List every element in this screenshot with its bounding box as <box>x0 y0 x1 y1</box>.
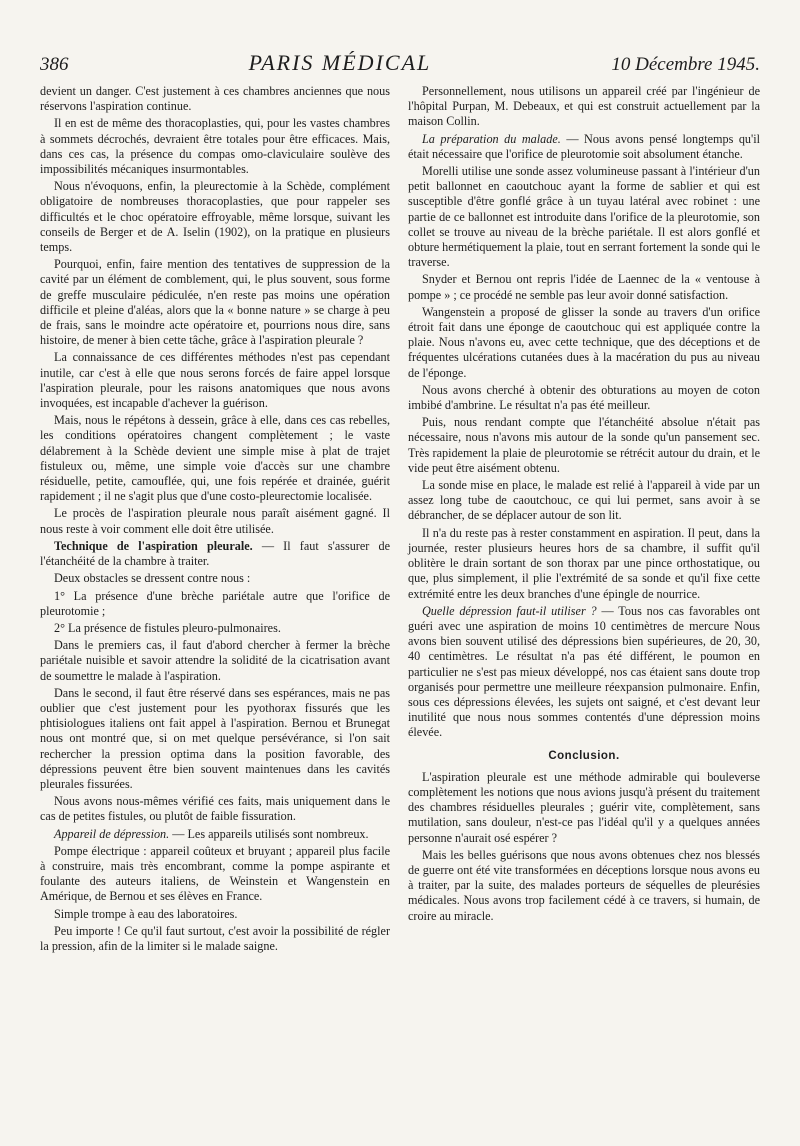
paragraph: Il en est de même des thoracoplasties, qui, pour les vastes chambres à sommets décrochés, devraient être totales pour être efficaces. Mais, dans ces cas, la présence du compas omo-claviculaire soulève des impossibilités mécaniques insurmontables. <box>40 116 390 177</box>
page-header <box>40 50 760 84</box>
paragraph: Pompe électrique : appareil coûteux et bruyant ; appareil plus facile à construire, mais très encombrant, comme la pompe aspirante et foulante des auteurs italiens, de Weinstein et Wangenstein en Amérique, de Bernou et ses élèves en France. <box>40 843 390 904</box>
paragraph: devient un danger. C'est justement à ces chambres anciennes que nous réservons l'aspiration continue. <box>40 84 390 114</box>
technique-heading: Technique de l'aspiration pleurale. <box>54 538 253 553</box>
paragraph: Wangenstein a proposé de glisser la sonde au travers d'un orifice étroit fait dans une éponge de caoutchouc qui est appliquée contre la plaie. Nous n'avons eu, avec cette technique, que des déceptions et de fréquentes ulcérations cutanées dues à la macération du pus au niveau de l'éponge. <box>408 304 760 380</box>
paragraph: Morelli utilise une sonde assez volumineuse passant à l'intérieur d'un petit ballonnet en caoutchouc ayant la forme de sablier et qui est susceptible d'être gonflé grâce à un tuyau latéral avec robinet : une partie de ce ballonnet est introduite dans l'orifice de la pleurotomie, son collet se trouve au niveau de la brèche pariétale. Il est alors gonflé et obture hermétiquement la plaie, tout en serrant fortement la sonde qui le traverse. <box>408 164 760 270</box>
appareil-text: — Les appareils utilisés sont nombreux. <box>169 826 369 841</box>
paragraph: Il n'a du reste pas à rester constamment en aspiration. Il peut, dans la journée, rester plusieurs heures hors de sa chambre, il suffit qu'il oblitère le drain sortant de son thorax par une pince orthostatique, ou que, plus simplement, il plie l'extrémité de sa sonde et qu'il fixe cette extrémité entre les deux branches d'une épingle de nourrice. <box>408 525 760 601</box>
paragraph: Nous avons nous-mêmes vérifié ces faits, mais uniquement dans le cas de petites fistules, ou plutôt de faible fissuration. <box>40 794 390 824</box>
paragraph: L'aspiration pleurale est une méthode admirable qui bouleverse complètement les notions que nous avions jusqu'à présent du traitement des chambres résiduelles pleurales ; guérir vite, complètement, sans mutilation, sans douleur, n'est-ce pas l'idéal qu'il y a quelques années personne n'aurait osé espérer ? <box>408 769 760 845</box>
paragraph: Puis, nous rendant compte que l'étanchéité absolue n'était pas nécessaire, nous n'avons mis autour de la sonde qu'un pansement sec. Très rapidement la plaie de pleurotomie se rétrécit autour du drain, et le vide peut être aisément obtenu. <box>408 415 760 475</box>
preparation-text: — Nous avons pensé longtemps qu'il était nécessaire que l'orifice de pleurotomie soit absolument étanche. <box>408 131 760 161</box>
list-item: 1° La présence d'une brèche pariétale autre que l'orifice de pleurotomie ; <box>40 588 390 618</box>
depression-paragraph <box>408 604 760 741</box>
paragraph: Pourquoi, enfin, faire mention des tentatives de suppression de la cavité par un élément de comblement, qui, le plus souvent, sous forme de greffe musculaire pédiculée, n'en reste pas moins une opération difficile et pleine d'aléas, alors que la « bonne nature » se charge à peu de frais, sans le moindre acte opératoire et, pourrions nous dire, sans histoire, de mener à bien cette tâche, grâce à l'aspiration pleurale ? <box>40 257 390 348</box>
paragraph: Nous avons cherché à obtenir des obturations au moyen de coton imbibé d'ambrine. Le résultat n'a pas été meilleur. <box>408 382 760 413</box>
preparation-heading: La préparation du malade. <box>422 131 561 146</box>
preparation-paragraph <box>408 132 760 162</box>
paragraph: La connaissance de ces différentes méthodes n'est pas cependant inutile, car c'est à elle que nous serons forcés de faire appel lorsque l'aspiration pleurale, pour les raisons anatomiques que nous avons invoquées, est incapable d'achever la guérison. <box>40 350 390 411</box>
list-item: Deux obstacles se dressent contre nous : <box>54 571 251 586</box>
technique-paragraph <box>40 539 390 569</box>
left-column <box>40 84 390 956</box>
paragraph: Peu importe ! Ce qu'il faut surtout, c'est avoir la possibilité de régler la pression, afin de la limiter si le malade saigne. <box>40 923 390 953</box>
paragraph: Simple trompe à eau des laboratoires. <box>54 906 238 921</box>
paragraph: Dans le premiers cas, il faut d'abord chercher à fermer la brèche pariétale nuisible et savoir attendre la solidité de la cicatrisation avant de soumettre le malade à l'aspiration. <box>40 638 390 683</box>
depression-text: — Tous nos cas favorables ont guéri avec une aspiration de moins 10 centimètres de mercure Nous avons bien souvent utilisé des dépressions bien supérieures, de 20, 30, 40 centimètres. Le résultat n'a pas été différent, le poumon en particulier ne s'est pas mieux développé, nos cas étaient sans doute trop organisés pour permettre une meilleure réexpansion pulmonaire. Enfin, sous ces dépressions élevées, les sujets ont saigné, et c'est devant leur inutilité que nous nous sommes contentés d'une dépression moins élevée. <box>408 603 761 740</box>
paragraph: Mais les belles guérisons que nous avons obtenues chez nos blessés de guerre ont été vite transformées en déceptions lorsque nous avons eu à traiter, par la suite, des malades porteurs de séquelles de pleurésies médicales. Nous avons trop facilement cédé à ce travers, si humain, de croire au miracle. <box>408 847 760 923</box>
page-number: 386 <box>40 54 69 75</box>
conclusion-heading: Conclusion. <box>548 749 620 762</box>
journal-title: PARIS MÉDICAL <box>248 50 432 75</box>
issue-date: 10 Décembre 1945. <box>611 54 760 75</box>
appareil-heading: Appareil de dépression. <box>54 826 170 841</box>
list-item: 2° La présence de fistules pleuro-pulmonaires. <box>54 620 281 635</box>
appareil-paragraph <box>40 827 390 842</box>
paragraph: Nous n'évoquons, enfin, la pleurectomie à la Schède, complément obligatoire de nombreuses thoracoplasties, que pour rappeler ses difficultés et le choc opératoire effroyable, même lorsque, suivant les conseils de Berger et de A. Iselin (1902), on la pratique en plusieurs temps. <box>40 179 390 255</box>
paragraph: Snyder et Bernou ont repris l'idée de Laennec de la « ventouse à pompe » ; ce procédé ne semble pas leur avoir donné satisfaction. <box>408 272 760 302</box>
right-column <box>408 84 760 926</box>
paragraph: Le procès de l'aspiration pleurale nous paraît aisément gagné. Il nous reste à voir comment elle doit être utilisée. <box>40 506 390 536</box>
technique-text: — Il faut s'assurer de l'étanchéité de la chambre à traiter. <box>40 538 390 569</box>
depression-heading: Quelle dépression faut-il utiliser ? <box>422 603 597 618</box>
paragraph: Mais, nous le répétons à dessein, grâce à elle, dans ces cas rebelles, les conditions opératoires changent complètement ; le vaste délabrement à la Schède devient une simple mise à plat de trajet fistuleux ou, même, une simple voie d'accès sur une chambre résiduelle, petite, camouflée, qui, une fois repérée et drainée, guérit rapidement ; il ne s'agit plus que d'une costo-pleurectomie localisée. <box>40 413 390 504</box>
paragraph: Dans le second, il faut être réservé dans ses espérances, mais ne pas oublier que c'est justement pour les pyothorax fissurés que les phtisiologues italiens ont fait appel à l'aspiration. Bernou et Brunegat nous ont montré que, si on met quelque persévérance, si l'on sait rechercher la pression optima dans la position favorable, des dépressions peuvent être bien souvent maintenues dans les cavités pleurales fissurées. <box>40 685 390 791</box>
paragraph: La sonde mise en place, le malade est relié à l'appareil à vide par un assez long tube de caoutchouc, ce qui lui permet, sans avoir à se débrancher, de se déplacer autour de son lit. <box>408 478 760 523</box>
paragraph: Personnellement, nous utilisons un appareil créé par l'ingénieur de l'hôpital Purpan, M. Debeaux, et qui est construit actuellement par la maison Collin. <box>408 84 760 129</box>
